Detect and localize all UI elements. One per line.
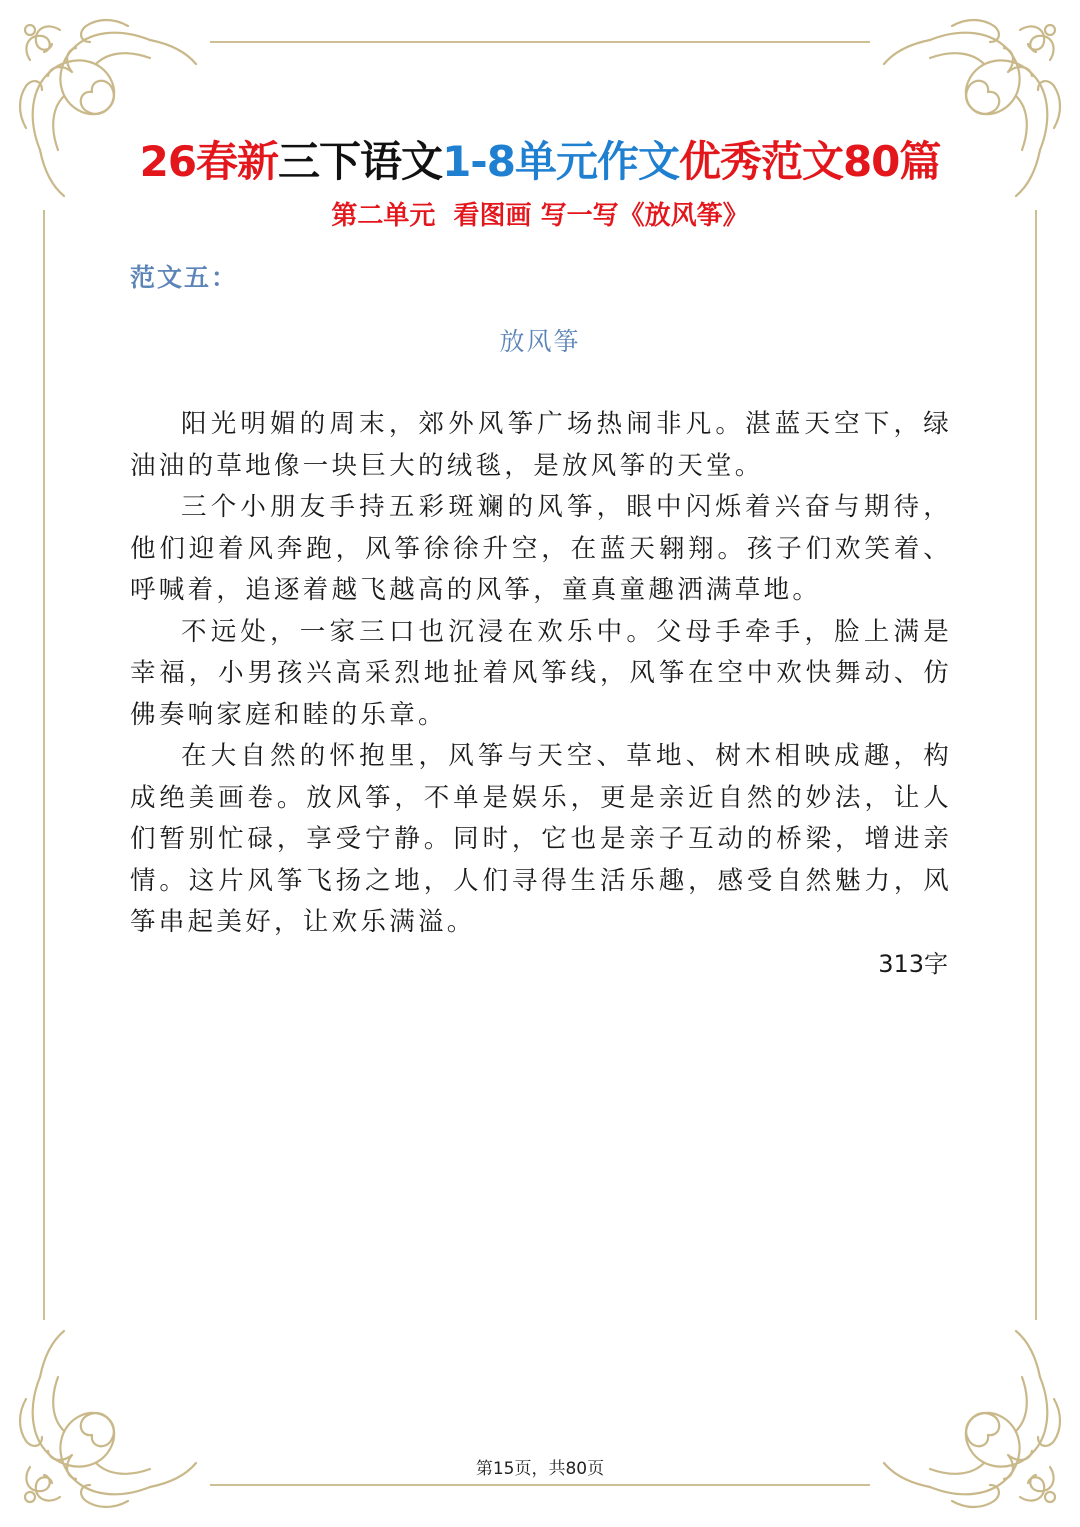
- essay-body: [130, 404, 952, 944]
- title-part-units: 1-8单元作文: [442, 137, 679, 186]
- title-part-grade: 三下语文: [278, 137, 443, 186]
- essay-paragraph: 阳光明媚的周末，郊外风筝广场热闹非凡。湛蓝天空下，绿油油的草地像一块巨大的绒毯，是放风筝的天堂。: [130, 409, 952, 481]
- essay-title: 放风筝: [499, 327, 581, 356]
- word-count: 313字: [878, 950, 948, 978]
- essay-paragraph: 在大自然的怀抱里，风筝与天空、草地、树木相映成趣，构成绝美画卷。放风筝，不单是娱乐，更是亲近自然的妙法，让人们暂别忙碌，享受宁静。同时，它也是亲子互动的桥梁，增进亲情。这片风筝飞扬之地，人们寻得生活乐趣，感受自然魅力，风筝串起美好，让欢乐满溢。: [130, 741, 952, 937]
- page-number: 第15页，共80页: [475, 1459, 605, 1479]
- essay-paragraph: 不远处，一家三口也沉浸在欢乐中。父母手牵手，脸上满是幸福，小男孩兴高采烈地扯着风筝线，风筝在空中欢快舞动、仿佛奏响家庭和睦的乐章。: [130, 616, 952, 730]
- title-part-season: 26春新: [139, 137, 279, 186]
- document-title: [0, 132, 1080, 192]
- unit-subtitle: 第二单元 看图画 写一写《放风筝》: [331, 201, 749, 231]
- sample-label: 范文五：: [130, 263, 239, 292]
- essay-paragraph: 三个小朋友手持五彩斑斓的风筝，眼中闪烁着兴奋与期待，他们迎着风奔跑，风筝徐徐升空，在蓝天翱翔。孩子们欢笑着、呼喊着，追逐着越飞越高的风筝，童真童趣洒满草地。: [130, 492, 952, 605]
- title-part-collection: 优秀范文80篇: [678, 137, 941, 186]
